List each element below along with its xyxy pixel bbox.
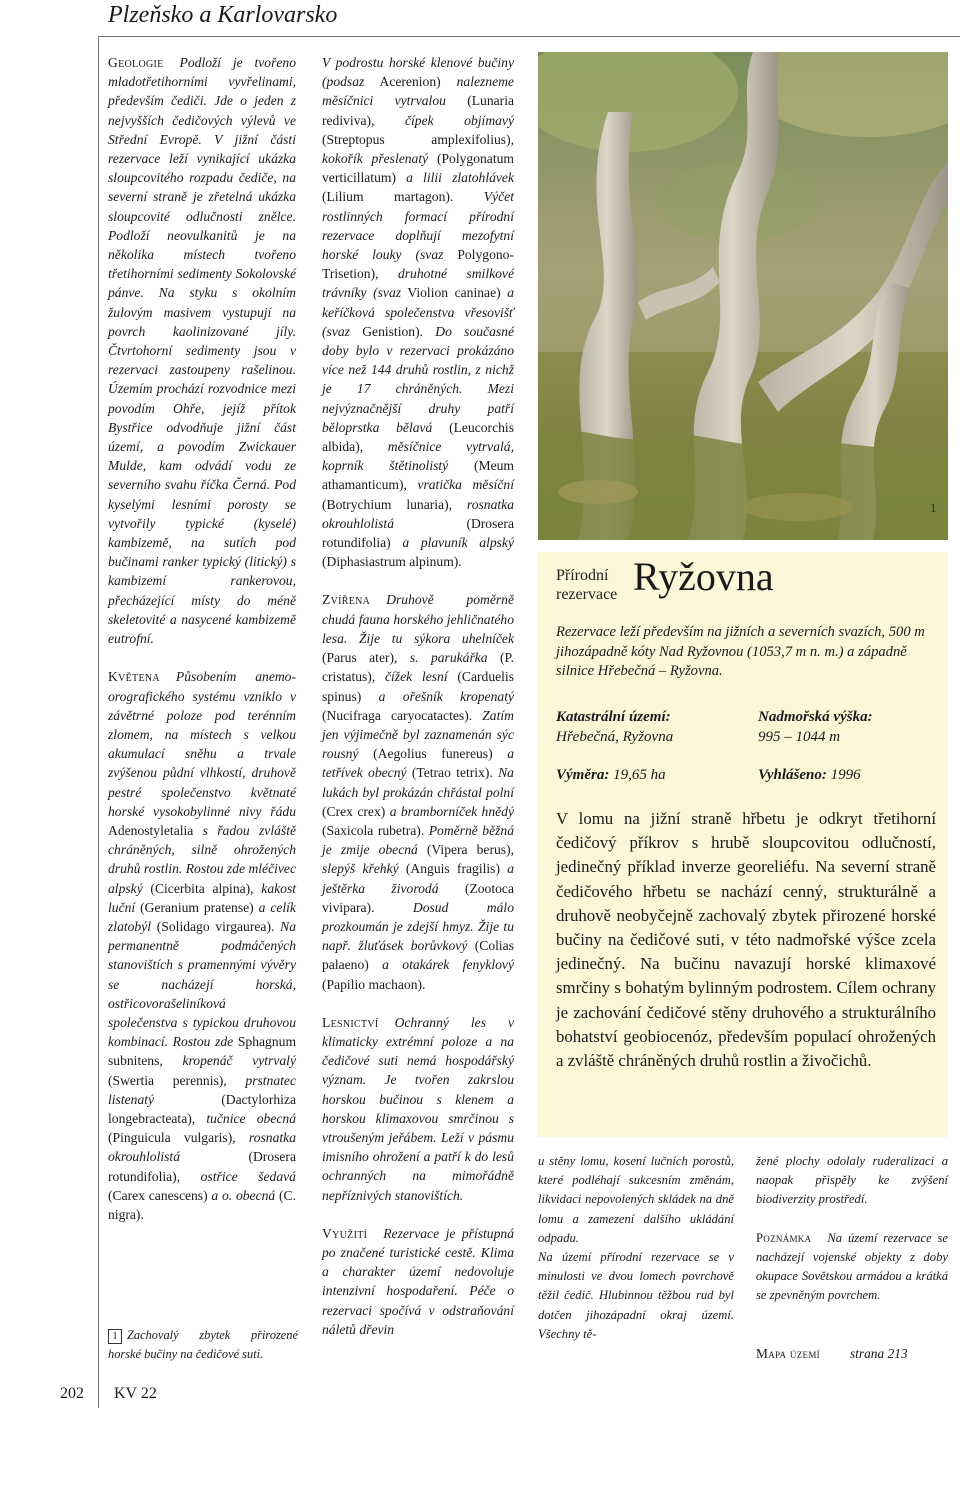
declared-field [758,765,938,785]
map-page: strana 213 [849,1346,908,1361]
vegetation-paragraph: V podrostu horské klenové bučiny (podsaz Acerenion) nalezneme měsíčnici vytrvalou (Lunaria rediviva), čípek objímavý (Streptopus amplexifolius), kokořík přeslenatý (Polygonatum verticillatum) a lilii zlatohlávek (Lilium martagon). Výčet rostlinných formací přírodní rezervace doplňují mezofytní horské louky (svaz Polygono-Trisetion), druhotné smilkové trávníky (svaz Violion caninae) a keříčková společenstva vřesovišť (svaz Genistion). Do současné doby bylo v rezervaci prokázáno více než 144 druhů rostlin, z nichž je 17 chráněných. Mezi nejvýznačnější druhy patří běloprstka bělavá (Leucorchis albida), měsíčnice vytrvalá, koprník štětinolistý (Meum athamanticum), vratička měsíční (Botrychium lunaria), rosnatka okrouhlolistá (Drosera rotundifolia) a plavuník alpský (Diphasiastrum alpinum). [322,55,515,570]
left-column [108,53,296,1224]
lesnictvi-label: Lesnictví [322,1014,379,1030]
katastr-value: Hřebečná, Ryžovna [556,729,674,745]
poznamka-label: Poznámka [756,1230,812,1245]
vyuziti-paragraph: Využití Rezervace je přístupná po značené turistické cestě. Klima a charakter území nedovoluje intenzivní hospodaření. Péče o rezervaci spočívá v odstraňování náletů dřevin [322,1225,514,1337]
page-number: 202 [60,1385,84,1402]
margin-rule [98,36,99,1408]
forest-photo [538,52,948,540]
geologie-text: Podloží je tvořeno mladotřetihorními vyvřelinami, především čediči. Jde o jeden z nejvyšších čedičových výlevů ve Střední Evropě. V jižní části rezervace leží vynikající ukázka sloupcovitého rozpadu čediče, na severní straně je zřetelná ukázka sloupcovité odlučnosti znělce. Podloží neovulkanitů je na několika místech tvořeno třetihorními sedimenty Sokolovské pánve. Na styku s okolním žulovým masivem vystupují na povrch kaolinizované jíly. Čtvrtohorní sedimenty jsou v rezervaci zastoupeny rašelinou. Územím prochází rozvodnice mezi povodím Ohře, jejíž přítok Bystřice odvodňuje jižní část území, a povodím Zwickauer Mulde, kam odvádí vodu ze severního svahu říčka Černá. Pod kyselými lesními porosty se vytvořily typické (kyselé) kambizemě, na sutích pod bučinami ranker typický (litický) s kambizemí rankerovou, přecházející místy do méně skeletovité a nasycené kambizemě eutrofní. [108,55,296,647]
zvirena-paragraph: Zvířena Druhově poměrně chudá fauna horského jehličnatého lesa. Žije tu sýkora uhelníček (Parus ater), s. parukářka (P. cristatus), čížek lesní (Carduelis spinus) a ořešník kropenatý (Nucifraga caryocatactes). Zatím jen výjimečně byl zaznamenán sýc rousný (Aegolius funereus) a tetřívek obecný (Tetrao tetrix). Na lukách byl prokázán chřástal polní (Crex crex) a bramborníček hnědý (Saxicola rubetra). Poměrně běžná je zmije obecná (Vipera berus), slepýš křehký (Anguis fragilis) a ještěrka živorodá (Zootoca vivipara). Dosud málo prozkoumán je zdejší hmyz. Žije tu např. žluťásek borůvkový (Colias palaeno) a otakárek fenyklový (Papilio machaon). [322,592,515,992]
header-rule [98,36,960,37]
reserve-description: Rezervace leží především na jižních a severních svazích, 500 m jihozápadně kóty Nad Ryžovnou (1053,7 m n. m.) a západně silnice Hřebečná – Ryžovna. [556,624,925,680]
katastr-label: Katastrální území: [556,709,671,725]
photo-number: 1 [930,500,937,515]
reserve-type-label: Přírodní rezervace [556,567,618,603]
altitude-label: Nadmořská výška: [758,709,873,725]
kvetena-paragraph: Květena Působením anemo-orografického systému vzniklo v závětrné poloze pod terénním zlomem, na místech s velkou akumulací sněhu a trvale zvýšenou půdní vlhkostí, druhově pestré společenstvo květnaté horské vysokobylinné nivy řádu Adenostyletalia s řadou zvláště chráněných, silně ohrožených druhů rostlin. Rostou zde mléčivec alpský (Cicerbita alpina), kakost luční (Geranium pratense) a celík zlatobýl (Solidago virgaurea). Na permanentně podmáčených stanovištích s pramennými vývěry se nacházejí horská, ostřicovorašeliníková společenstva s typickou druhovou kombinací. Rostou zde Sphagnum subnitens, kropenáč vytrvalý (Swertia perennis), prstnatec listenatý (Dactylorhiza longebracteata), tučnice obecná (Pinguicula vulgaris), rosnatka okrouhlolistá (Drosera rotundifolia), ostřice šedavá (Carex canescens) a o. obecná (C. nigra). [108,669,297,1222]
kvetena-label: Květena [108,669,160,685]
area-label: Výměra: [556,767,610,783]
poznamka-paragraph: Poznámka Na území rezervace se nacházejí vojenské objekty z doby okupace Sovětskou armádou a krátká se zpevněným povrchem. [756,1230,948,1303]
reserve-body: V lomu na jižní straně hřbetu je odkryt třetihorní čedičový příkrov s hrubě sloupcovitou odlučností, jedinečný příklad inverze georeliéfu. Na severní straně čedičového hřbetu se nachází cenný, strukturálně a druhově neobyčejně zachovalý zbytek přirozené horské bučiny na čedičové suti, v této nadmořské výšce zcela jedinečný. Na bučinu navazují horské klimaxové smrčiny s bohatým bylinným podrostem. Cílem ochrany je zachování čedičové stěny druhového a strukturálního bohatství geobiocenóz, především populací ohrožených a zvláště chráněných druhů rostlin a živočichů. [556,809,936,1071]
katastr-field [556,707,746,747]
zvirena-label: Zvířena [322,592,371,608]
photo-caption [108,1326,298,1364]
bottom-column-1: u stěny lomu, kosení lučních porostů, které podléhají sukcesním změnám, likvidaci nepovolených skládek na dně lomu a zamezení dalšího ukládání odpadu. Na území přírodní rezervace se v minulosti ve dvou lomech povrchově těžil čedič. Hlubinnou těžbou rud byl dotčen jihozápadní okraj území. Všechny tě- [538,1154,734,1341]
caption-text: Zachovalý zbytek přirozené horské bučiny na čedičové suti. [108,1328,298,1362]
geologie-paragraph [108,53,296,648]
middle-column [322,53,514,1339]
declared-value: 1996 [830,767,861,783]
geologie-label: Geologie [108,55,164,70]
bottom-column-2: žené plochy odolaly ruderalizaci a naopak přispěly ke zvýšení biodiverzity prostředí. Poznámka Na území rezervace se nacházejí vojenské objekty z doby okupace Sovětskou armádou a krátká se zpevněným povrchem. [756,1152,948,1305]
map-reference[interactable] [756,1346,948,1362]
declared-label: Vyhlášeno: [758,767,827,783]
lesnictvi-paragraph: Lesnictví Ochranný les v klimaticky extrémní poloze a na čedičové suti nemá hospodářský význam. Je tvořen zakrslou horskou bučinou s klenem a horskou klimaxovou smrčinou s vtroušeným jeřábem. Leží v pásmu imisního ohrožení a patří k do lesů ochranných na mimořádně nepříznivých stanovištích. [322,1014,514,1203]
vyuziti-label: Využití [322,1225,368,1241]
region-header: Plzeňsko a Karlovarsko [108,2,338,28]
caption-number: 1 [108,1329,122,1344]
map-label: Mapa území [756,1346,820,1361]
reserve-name: Ryžovna [633,554,774,599]
area-value: 19,65 ha [613,767,666,783]
area-field [556,765,746,785]
altitude-value: 995 – 1044 m [758,729,841,745]
altitude-field [758,707,938,747]
page-code: KV 22 [114,1385,157,1402]
